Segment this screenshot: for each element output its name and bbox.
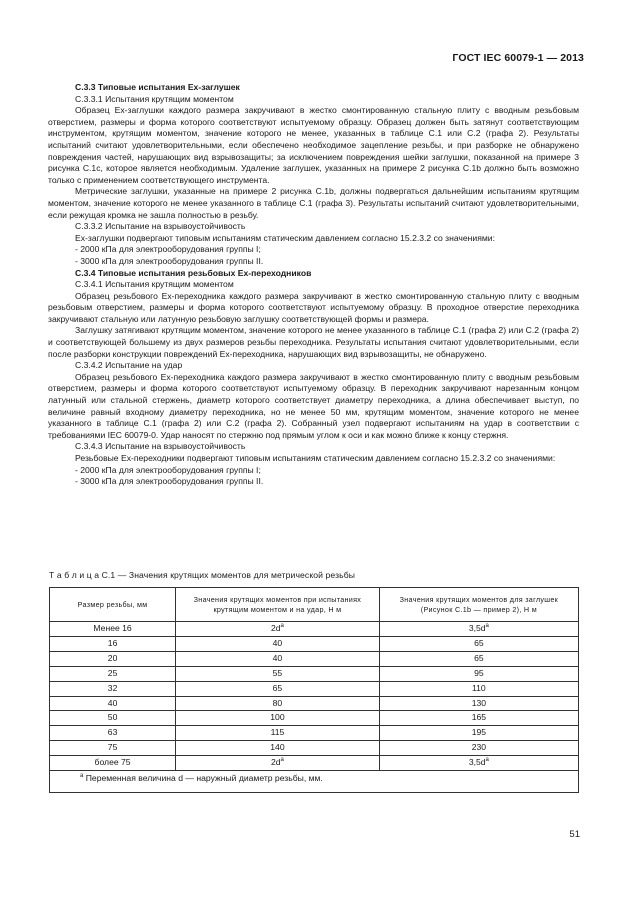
paragraph <box>48 372 579 442</box>
table-cell: 115 <box>176 726 380 741</box>
footnote-marker: a <box>280 623 284 629</box>
paragraph-text: Резьбовые Ex-переходники подвергают типовым испытаниям статическим давлением согласно 15.2.3.2 со значениями: <box>75 453 556 463</box>
cell-value: 2d <box>270 757 281 768</box>
table-row <box>50 696 579 711</box>
table-row <box>50 651 579 666</box>
paragraph <box>48 325 579 360</box>
table-cell: 32 <box>50 681 176 696</box>
table-cell: 20 <box>50 651 176 666</box>
footnote-marker: a <box>280 757 284 764</box>
table-cell <box>379 756 578 771</box>
cell-value: 2d <box>270 623 281 633</box>
table-cell: 50 <box>50 711 176 726</box>
table-cell: 16 <box>50 636 176 651</box>
cell-value: 3,5d <box>468 757 486 768</box>
section-c331-heading: С.3.3.1 Испытания крутящим моментом <box>75 93 234 104</box>
torque-values-table <box>49 587 579 793</box>
table-row <box>50 741 579 756</box>
table-cell: 65 <box>379 651 578 666</box>
section-c341-heading: С.3.4.1 Испытания крутящим моментом <box>75 279 234 290</box>
table-cell: 55 <box>176 666 380 681</box>
table-cell: 230 <box>379 741 578 756</box>
table-row <box>50 726 579 741</box>
table-caption: Т а б л и ц а С.1 — Значения крутящих моментов для метрической резьбы <box>49 570 356 580</box>
table-row <box>50 681 579 696</box>
paragraph <box>48 186 579 221</box>
paragraph-text: Метрические заглушки, указанные на примере 2 рисунка С.1b, должны подвергаться дальнейшим испытаниям крутящим моментом, значение которого не менее указанного в таблице С.1 (графа 3). Результаты испытаний считают удовлетворительными, если режущая кромка не зашла полностью в резьбу. <box>48 186 579 220</box>
table-cell: 40 <box>50 696 176 711</box>
paragraph <box>48 105 579 186</box>
list-item: - 2000 кПа для электрооборудования группы I; <box>75 464 261 475</box>
document-code-header: ГОСТ IEC 60079-1 — 2013 <box>452 52 584 64</box>
table-cell: 65 <box>176 681 380 696</box>
footnote-text: Переменная величина d — наружный диаметр резьбы, мм. <box>85 773 323 784</box>
table-row <box>50 711 579 726</box>
table-cell: 95 <box>379 666 578 681</box>
list-item: - 2000 кПа для электрооборудования группы I; <box>75 244 261 255</box>
table-cell: 195 <box>379 726 578 741</box>
table-cell: 40 <box>176 651 380 666</box>
table-row <box>50 622 579 637</box>
page-number: 51 <box>569 829 580 840</box>
cell-value: 3,5d <box>468 623 486 633</box>
list-item: - 3000 кПа для электрооборудования группы II. <box>75 255 264 266</box>
paragraph-text: Образец резьбового Ex-переходника каждого размера закручивают в жестко смонтированную плиту с вводным резьбовым отверстием, размеры и форма которого соответствуют испытуемому образцу. В переходник закручивают нарезанным концом латунный или стальной стержень, диаметр которого соответствует диаметру переходника, а длина обеспечивает выступ, по величине равный входному диаметру переходника, но не менее 50 мм, крутящим моментом, значение которого не менее указанного в таблице С.1 (графа 2) или С.2 (графа 2). Собранный узел подвергают испытаниям на удар в соответствии с требованиями IEC 60079-0. Удар наносят по стержню под прямым углом к оси и как можно ближе к концу стержня. <box>48 371 579 440</box>
table-cell: 140 <box>176 741 380 756</box>
table-cell: 65 <box>379 636 578 651</box>
footnote-marker: a <box>80 773 84 780</box>
table-row <box>50 636 579 651</box>
paragraph-text: Заглушку затягивают крутящим моментом, значение которого не менее указанного в таблице С.1 (графа 2) или С.2 (графа 2) и соответствующей большему из двух размеров резьбы переходника. Результаты испытания считают удовлетворительными, если после разборки конструкции повреждений Ex-переходника, нарушающих вид взрывозащиты, не обнаружено. <box>48 325 579 359</box>
table-cell: 130 <box>379 696 578 711</box>
table-cell: 165 <box>379 711 578 726</box>
paragraph <box>48 453 579 465</box>
table-cell <box>176 622 380 637</box>
column-header: Значения крутящих моментов при испытаниях крутящим моментом и на удар, Н м <box>176 588 380 622</box>
table-cell: более 75 <box>50 756 176 771</box>
section-c33-heading: С.3.3 Типовые испытания Ex-заглушек <box>75 82 240 92</box>
footnote-marker: a <box>485 757 489 764</box>
section-c342-heading: С.3.4.2 Испытание на удар <box>75 360 183 371</box>
paragraph <box>48 233 579 245</box>
section-c332-heading: С.3.3.2 Испытание на взрывоустойчивость <box>75 221 246 232</box>
column-header: Размер резьбы, мм <box>50 588 176 622</box>
table-cell: 40 <box>176 636 380 651</box>
table-cell <box>176 756 380 771</box>
footnote-marker: a <box>485 623 489 629</box>
table-cell <box>379 622 578 637</box>
list-item: - 3000 кПа для электрооборудования группы II. <box>75 476 264 487</box>
column-header: Значения крутящих моментов для заглушек (Рисунок С.1b — пример 2), Н м <box>379 588 578 622</box>
table-row <box>50 756 579 771</box>
table-cell: 63 <box>50 726 176 741</box>
table-footnote <box>50 771 579 793</box>
table-cell: 80 <box>176 696 380 711</box>
table-cell: Менее 16 <box>50 622 176 637</box>
table-row <box>50 666 579 681</box>
paragraph-text: Образец Ex-заглушки каждого размера закручивают в жестко смонтированную стальную плиту с вводным резьбовым отверстием, размеры и форма которого соответствуют испытуемому образцу. Образец должен быть затянут соответствующим инструментом, крутящим моментом, значение которого не менее, указанных в таблице С.1 или С.2 (графа 2). Результаты испытаний считают удовлетворительными, если обеспечено необходимое зацепление резьбы, и при разборке не обнаружено повреждения частей, нарушающих вид взрывозащиты; за исключением повреждения шейки заглушки, показанной на примере 3 рисунка С.1с, которое является необходимым. Удаление заглушек, указанных на примере 2 рисунка С.1b должно быть возможно только с применением соответствующего инструмента. <box>48 105 579 185</box>
paragraph-text: Образец резьбового Ex-переходника каждого размера закручивают в жестко смонтированную стальную плиту с вводным резьбовым отверстием, размеры и форма которого соответствуют испытуемому образцу. В проходное отверстие переходника закручивают стальную или латунную резьбовую заглушку соответствующей формы и размера. <box>48 290 579 324</box>
table-cell: 25 <box>50 666 176 681</box>
table-cell: 110 <box>379 681 578 696</box>
table-cell: 100 <box>176 711 380 726</box>
paragraph-text: Ex-заглушки подвергают типовым испытаниям статическим давлением согласно 15.2.3.2 со значениями: <box>75 232 495 243</box>
table-note-row <box>50 771 579 793</box>
document-body <box>48 82 579 488</box>
paragraph <box>48 291 579 326</box>
table-header-row <box>50 588 579 622</box>
section-c34-heading: С.3.4 Типовые испытания резьбовых Ex-переходников <box>75 267 312 278</box>
section-c343-heading: С.3.4.3 Испытание на взрывоустойчивость <box>75 441 246 452</box>
table-cell: 75 <box>50 741 176 756</box>
